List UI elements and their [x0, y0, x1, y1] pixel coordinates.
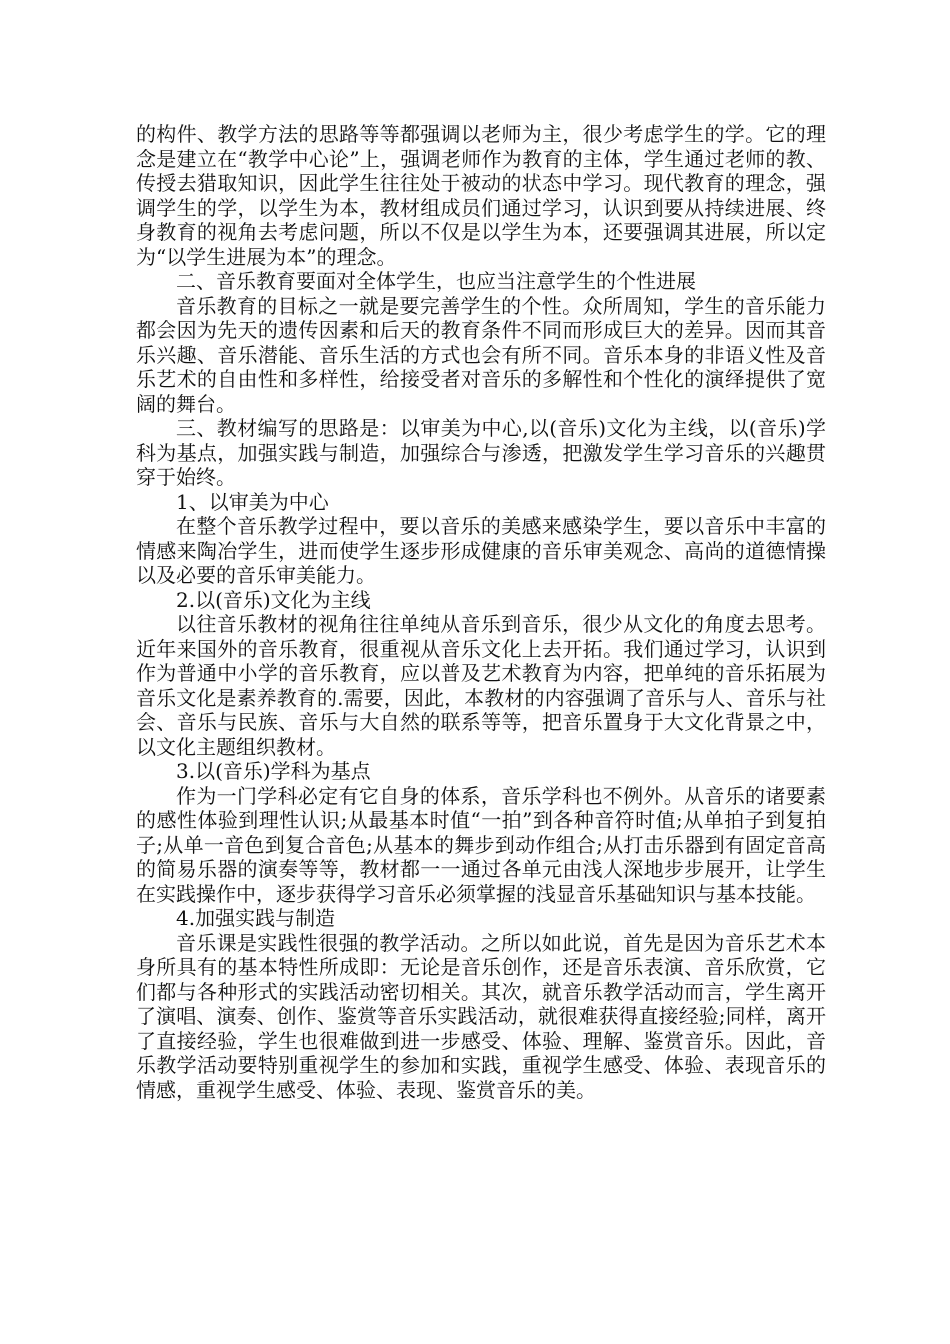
subheading-aesthetics: 1、以审美为中心	[176, 489, 329, 514]
document-page	[136, 122, 826, 1102]
paragraph-discipline: 作为一门学科必定有它自身的体系，音乐学科也不例外。从音乐的诸要素的感性体验到理性认识;从最基本时值“一拍”到各种音符时值;从单拍子到复拍子;从单一音色到复合音色;从基本的舞步到动作组合;从打击乐器到有固定音高的简易乐器的演奏等等，教材都一一通过各单元由浅人深地步步展开，让学生在实践操作中，逐步获得学习音乐必须掌握的浅显音乐基础知识与基本技能。	[136, 783, 826, 906]
paragraph-individuality: 音乐教育的目标之一就是要完善学生的个性。众所周知，学生的音乐能力都会因为先天的遗传因素和后天的教育条件不同而形成巨大的差异。因而其音乐兴趣、音乐潜能、音乐生活的方式也会有所不同。音乐本身的非语义性及音乐艺术的自由性和多样性，给接受者对音乐的多解性和个性化的演绎提供了宽阔的舞台。	[136, 293, 826, 416]
section-heading-3-paragraph: 三、教材编写的思路是：以审美为中心,以(音乐)文化为主线，以(音乐)学科为基点，加强实践与制造，加强综合与渗透，把激发学生学习音乐的兴趣贯穿于始终。	[136, 416, 826, 489]
paragraph-practice: 音乐课是实践性很强的教学活动。之所以如此说，首先是因为音乐艺术本身所具有的基本特性所成即：无论是音乐创作，还是音乐表演、音乐欣赏，它们都与各种形式的实践活动密切相关。其次，就音乐教学活动而言，学生离开了演唱、演奏、创作、鉴赏等音乐实践活动，就很难获得直接经验;同样，离开了直接经验，学生也很难做到进一步感受、体验、理解、鉴赏音乐。因此，音乐教学活动要特别重视学生的参加和实践，重视学生感受、体验、表现音乐的情感，重视学生感受、体验、表现、鉴赏音乐的美。	[136, 930, 826, 1102]
paragraph-culture: 以往音乐教材的视角往往单纯从音乐到音乐，很少从文化的角度去思考。近年来国外的音乐教育，很重视从音乐文化上去开拓。我们通过学习，认识到作为普通中小学的音乐教育，应以普及艺术教育为内容，把单纯的音乐拓展为音乐文化是素养教育的.需要，因此，本教材的内容强调了音乐与人、音乐与社会、音乐与民族、音乐与大自然的联系等等，把音乐置身于大文化背景之中，以文化主题组织教材。	[136, 612, 826, 759]
paragraph-aesthetics: 在整个音乐教学过程中，要以音乐的美感来感染学生，要以音乐中丰富的情感来陶冶学生，进而使学生逐步形成健康的音乐审美观念、高尚的道德情操以及必要的音乐审美能力。	[136, 514, 826, 587]
subheading-discipline: 3.以(音乐)学科为基点	[176, 759, 371, 783]
section-heading-2: 二、音乐教育要面对全体学生，也应当注意学生的个性进展	[176, 269, 696, 293]
subheading-practice: 4.加强实践与制造	[176, 906, 336, 930]
subheading-culture: 2.以(音乐)文化为主线	[176, 587, 371, 612]
paragraph-intro-continuation: 的构件、教学方法的思路等等都强调以老师为主，很少考虑学生的学。它的理念是建立在“教学中心论”上，强调老师作为教育的主体，学生通过老师的教、传授去猎取知识，因此学生往往处于被动的状态中学习。现代教育的理念，强调学生的学，以学生为本，教材组成员们通过学习，认识到要从持续进展、终身教育的视角去考虑问题，所以不仅是以学生为本，还要强调其进展，所以定为“以学生进展为本”的理念。	[136, 122, 826, 269]
